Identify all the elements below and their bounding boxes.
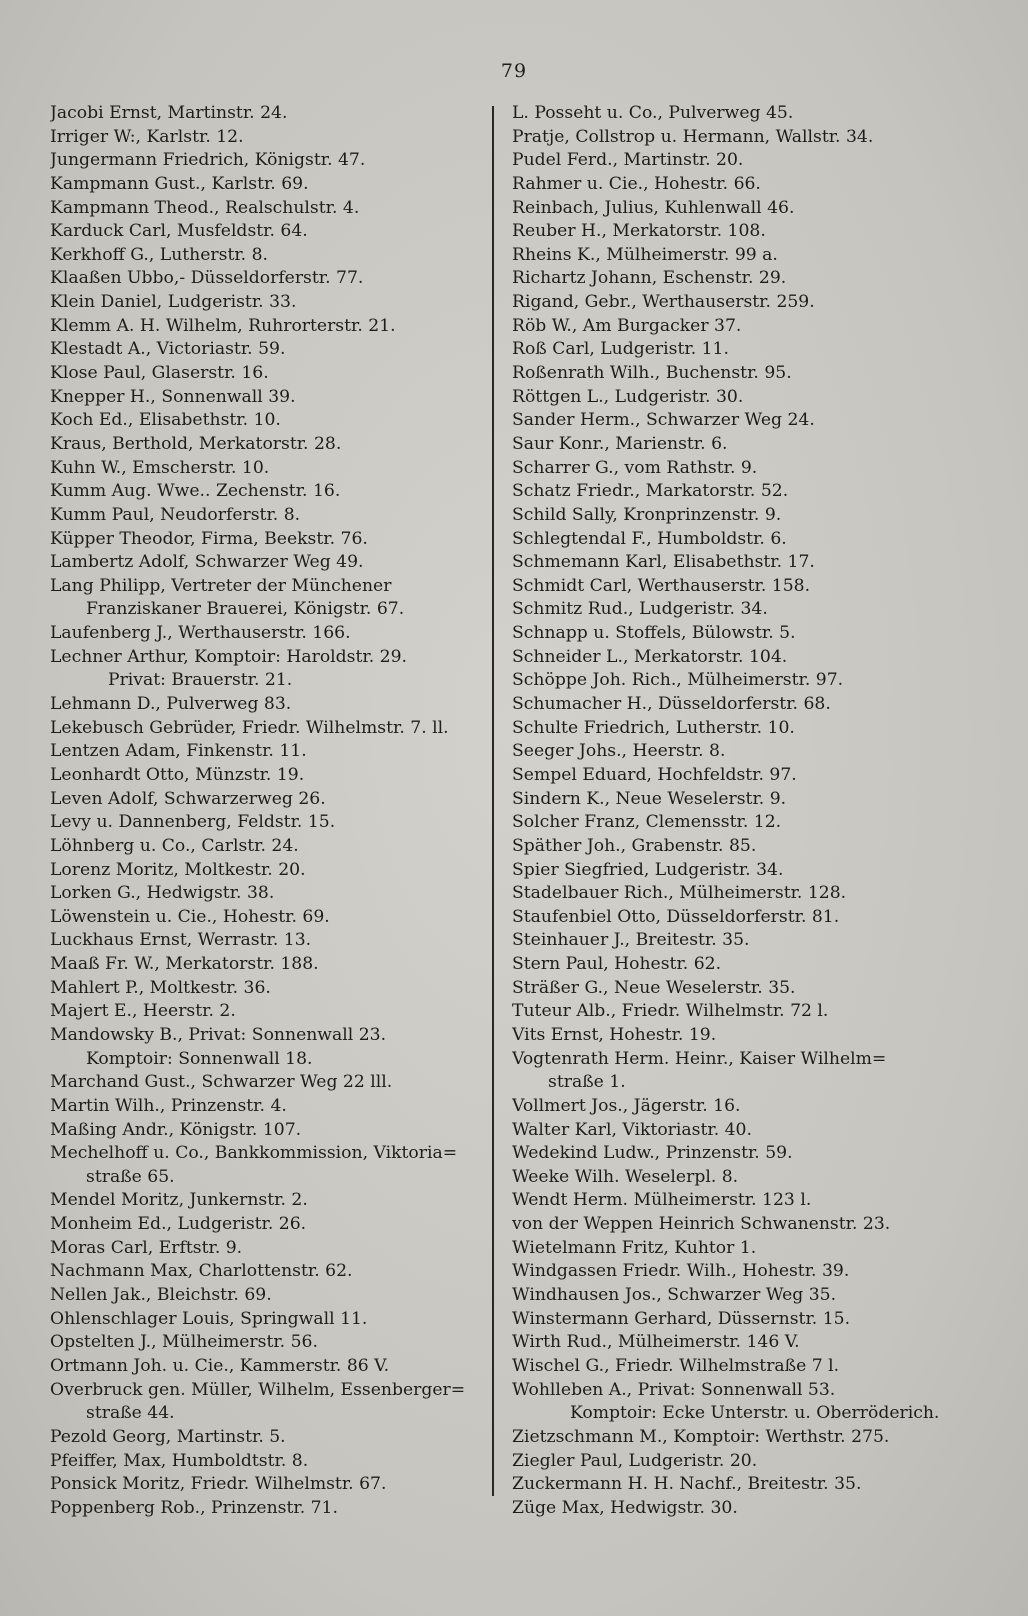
directory-entry: Wendt Herm. Mülheimerstr. 123 l. [512, 1190, 812, 1211]
directory-entry: Reuber H., Merkatorstr. 108. [512, 221, 766, 242]
directory-entry: Wietelmann Fritz, Kuhtor 1. [512, 1237, 757, 1258]
directory-entry: Züge Max, Hedwigstr. 30. [512, 1497, 738, 1518]
directory-entry: Röb W., Am Burgacker 37. [512, 315, 742, 336]
directory-entry: Pratje, Collstrop u. Hermann, Wallstr. 34. [512, 126, 874, 147]
directory-entry: Nachmann Max, Charlottenstr. 62. [50, 1261, 353, 1282]
directory-entry: Kampmann Gust., Karlstr. 69. [50, 173, 309, 194]
directory-entry: Wohlleben A., Privat: Sonnenwall 53. [512, 1379, 836, 1400]
directory-entry: Mandowsky B., Privat: Sonnenwall 23. [50, 1024, 387, 1045]
directory-entry: Mahlert P., Moltkestr. 36. [50, 977, 271, 998]
directory-entry: Scharrer G., vom Rathstr. 9. [512, 457, 758, 478]
directory-entry: Jungermann Friedrich, Königstr. 47. [50, 150, 366, 171]
directory-entry: Martin Wilh., Prinzenstr. 4. [50, 1095, 287, 1116]
directory-entry: Vits Ernst, Hohestr. 19. [512, 1024, 717, 1045]
directory-entry: Klose Paul, Glaserstr. 16. [50, 363, 269, 384]
directory-entry: Ortmann Joh. u. Cie., Kammerstr. 86 V. [50, 1355, 390, 1376]
directory-entry: Lorken G., Hedwigstr. 38. [50, 883, 275, 904]
directory-entry: Komptoir: Sonnenwall 18. [86, 1048, 313, 1069]
directory-entry: Overbruck gen. Müller, Wilhelm, Essenberger= [50, 1379, 466, 1400]
directory-entry: Kuhn W., Emscherstr. 10. [50, 457, 270, 478]
directory-entry: von der Weppen Heinrich Schwanenstr. 23. [512, 1214, 891, 1235]
directory-entry: Ziegler Paul, Ludgeristr. 20. [512, 1450, 758, 1471]
directory-entry: Schild Sally, Kronprinzenstr. 9. [512, 504, 782, 525]
directory-entry: Koch Ed., Elisabethstr. 10. [50, 410, 281, 431]
directory-entry: Stadelbauer Rich., Mülheimerstr. 128. [512, 883, 847, 904]
directory-entry: Weeke Wilh. Weselerpl. 8. [512, 1166, 739, 1187]
directory-entry: Pezold Georg, Martinstr. 5. [50, 1426, 286, 1447]
directory-entry: Maßing Andr., Königstr. 107. [50, 1119, 302, 1140]
directory-entry: Schneider L., Merkatorstr. 104. [512, 646, 788, 667]
directory-entry: straße 65. [86, 1166, 175, 1187]
directory-entry: Roßenrath Wilh., Buchenstr. 95. [512, 363, 792, 384]
right-column [512, 102, 982, 1520]
directory-entry: Löwenstein u. Cie., Hohestr. 69. [50, 906, 330, 927]
directory-entry: Kerkhoff G., Lutherstr. 8. [50, 244, 269, 265]
directory-entry: Schmitz Rud., Ludgeristr. 34. [512, 599, 768, 620]
directory-entry: Lekebusch Gebrüder, Friedr. Wilhelmstr. 7. ll. [50, 717, 449, 738]
directory-entry: Knepper H., Sonnenwall 39. [50, 386, 296, 407]
directory-entry: Marchand Gust., Schwarzer Weg 22 lll. [50, 1072, 393, 1093]
directory-entry: Schumacher H., Düsseldorferstr. 68. [512, 694, 831, 715]
directory-entry: Solcher Franz, Clemensstr. 12. [512, 812, 782, 833]
directory-entry: Vogtenrath Herm. Heinr., Kaiser Wilhelm= [512, 1048, 887, 1069]
directory-entry: Klemm A. H. Wilhelm, Ruhrorterstr. 21. [50, 315, 396, 336]
directory-entry: straße 1. [548, 1072, 626, 1093]
directory-entry: Seeger Johs., Heerstr. 8. [512, 741, 726, 762]
directory-entry: Luckhaus Ernst, Werrastr. 13. [50, 930, 312, 951]
directory-entry: Jacobi Ernst, Martinstr. 24. [50, 103, 288, 123]
directory-entry: Saur Konr., Marienstr. 6. [512, 433, 728, 454]
directory-entry: Poppenberg Rob., Prinzenstr. 71. [50, 1497, 338, 1518]
directory-entry: Spier Siegfried, Ludgeristr. 34. [512, 859, 784, 880]
directory-entry: Schlegtendal F., Humboldstr. 6. [512, 528, 787, 549]
directory-entry: Opstelten J., Mülheimerstr. 56. [50, 1332, 318, 1353]
directory-entry: Ohlenschlager Louis, Springwall 11. [50, 1308, 368, 1329]
directory-entry: Schatz Friedr., Markatorstr. 52. [512, 481, 789, 502]
directory-entry: Sempel Eduard, Hochfeldstr. 97. [512, 764, 797, 785]
directory-entry: Zietzschmann M., Komptoir: Werthstr. 275. [512, 1426, 890, 1447]
directory-entry: Schulte Friedrich, Lutherstr. 10. [512, 717, 795, 738]
directory-entry: Pfeiffer, Max, Humboldtstr. 8. [50, 1450, 309, 1471]
directory-entry: Moras Carl, Erftstr. 9. [50, 1237, 243, 1258]
directory-entry: Wischel G., Friedr. Wilhelmstraße 7 l. [512, 1355, 840, 1376]
directory-entry: Kampmann Theod., Realschulstr. 4. [50, 197, 360, 218]
directory-entry: Lambertz Adolf, Schwarzer Weg 49. [50, 552, 364, 573]
left-column [50, 102, 480, 1520]
directory-entry: Schöppe Joh. Rich., Mülheimerstr. 97. [512, 670, 844, 691]
column-divider [492, 106, 494, 1496]
directory-entry: Klaaßen Ubbo,- Düsseldorferstr. 77. [50, 268, 364, 289]
directory-entry: Komptoir: Ecke Unterstr. u. Oberröderich. [570, 1403, 940, 1424]
directory-entry: Maaß Fr. W., Merkatorstr. 188. [50, 954, 319, 975]
directory-entry: Reinbach, Julius, Kuhlenwall 46. [512, 197, 795, 218]
directory-entry: Schmemann Karl, Elisabethstr. 17. [512, 552, 815, 573]
directory-entry: Wirth Rud., Mülheimerstr. 146 V. [512, 1332, 800, 1353]
directory-entry: Mendel Moritz, Junkernstr. 2. [50, 1190, 308, 1211]
directory-entry: Franziskaner Brauerei, Königstr. 67. [86, 599, 405, 620]
directory-entry: Rheins K., Mülheimerstr. 99 a. [512, 244, 778, 265]
directory-entry: Rigand, Gebr., Werthauserstr. 259. [512, 292, 815, 313]
directory-entry: Roß Carl, Ludgeristr. 11. [512, 339, 729, 360]
directory-entry: Zuckermann H. H. Nachf., Breitestr. 35. [512, 1474, 862, 1495]
directory-entry: Klestadt A., Victoriastr. 59. [50, 339, 286, 360]
directory-entry: Tuteur Alb., Friedr. Wilhelmstr. 72 l. [512, 1001, 829, 1022]
directory-entry: Ponsick Moritz, Friedr. Wilhelmstr. 67. [50, 1474, 387, 1495]
directory-entry: Wedekind Ludw., Prinzenstr. 59. [512, 1143, 793, 1164]
directory-entry: Löhnberg u. Co., Carlstr. 24. [50, 835, 299, 856]
directory-entry: Lorenz Moritz, Moltkestr. 20. [50, 859, 306, 880]
directory-entry: Steinhauer J., Breitestr. 35. [512, 930, 750, 951]
directory-entry: Walter Karl, Viktoriastr. 40. [512, 1119, 752, 1140]
directory-entry: Winstermann Gerhard, Düssernstr. 15. [512, 1308, 851, 1329]
directory-entry: Nellen Jak., Bleichstr. 69. [50, 1285, 272, 1306]
directory-entry: Mechelhoff u. Co., Bankkommission, Viktoria= [50, 1143, 458, 1164]
directory-entry: Privat: Brauerstr. 21. [108, 670, 293, 691]
directory-entry: Levy u. Dannenberg, Feldstr. 15. [50, 812, 336, 833]
directory-entry: Windhausen Jos., Schwarzer Weg 35. [512, 1285, 837, 1306]
directory-entry: Klein Daniel, Ludgeristr. 33. [50, 292, 297, 313]
directory-entry: Schmidt Carl, Werthauserstr. 158. [512, 575, 811, 596]
directory-entry: Karduck Carl, Musfeldstr. 64. [50, 221, 308, 242]
page-number: 79 [500, 60, 528, 82]
directory-entry: Leonhardt Otto, Münzstr. 19. [50, 764, 305, 785]
directory-entry: Schnapp u. Stoffels, Bülowstr. 5. [512, 623, 796, 644]
directory-entry: Laufenberg J., Werthauserstr. 166. [50, 623, 351, 644]
directory-entry: Monheim Ed., Ludgeristr. 26. [50, 1214, 307, 1235]
directory-entry: L. Posseht u. Co., Pulverweg 45. [512, 103, 794, 123]
directory-entry: straße 44. [86, 1403, 175, 1424]
directory-entry: Leven Adolf, Schwarzerweg 26. [50, 788, 326, 809]
directory-entry: Lehmann D., Pulverweg 83. [50, 694, 292, 715]
directory-entry: Kraus, Berthold, Merkatorstr. 28. [50, 433, 342, 454]
directory-entry: Pudel Ferd., Martinstr. 20. [512, 150, 744, 171]
directory-entry: Stern Paul, Hohestr. 62. [512, 954, 722, 975]
directory-entry: Kumm Paul, Neudorferstr. 8. [50, 504, 301, 525]
directory-entry: Küpper Theodor, Firma, Beekstr. 76. [50, 528, 368, 549]
directory-entry: Röttgen L., Ludgeristr. 30. [512, 386, 744, 407]
directory-entry: Majert E., Heerstr. 2. [50, 1001, 236, 1022]
directory-entry: Rahmer u. Cie., Hohestr. 66. [512, 173, 761, 194]
directory-entry: Lentzen Adam, Finkenstr. 11. [50, 741, 307, 762]
directory-entry: Kumm Aug. Wwe.. Zechenstr. 16. [50, 481, 341, 502]
directory-entry: Staufenbiel Otto, Düsseldorferstr. 81. [512, 906, 840, 927]
directory-entry: Vollmert Jos., Jägerstr. 16. [512, 1095, 741, 1116]
directory-entry: Sträßer G., Neue Weselerstr. 35. [512, 977, 796, 998]
directory-entry: Späther Joh., Grabenstr. 85. [512, 835, 757, 856]
directory-entry: Windgassen Friedr. Wilh., Hohestr. 39. [512, 1261, 850, 1282]
directory-entry: Irriger W:, Karlstr. 12. [50, 126, 244, 147]
directory-entry: Sander Herm., Schwarzer Weg 24. [512, 410, 815, 431]
directory-entry: Lechner Arthur, Komptoir: Haroldstr. 29. [50, 646, 407, 667]
directory-entry: Sindern K., Neue Weselerstr. 9. [512, 788, 787, 809]
directory-entry: Richartz Johann, Eschenstr. 29. [512, 268, 787, 289]
directory-entry: Lang Philipp, Vertreter der Münchener [50, 575, 392, 596]
